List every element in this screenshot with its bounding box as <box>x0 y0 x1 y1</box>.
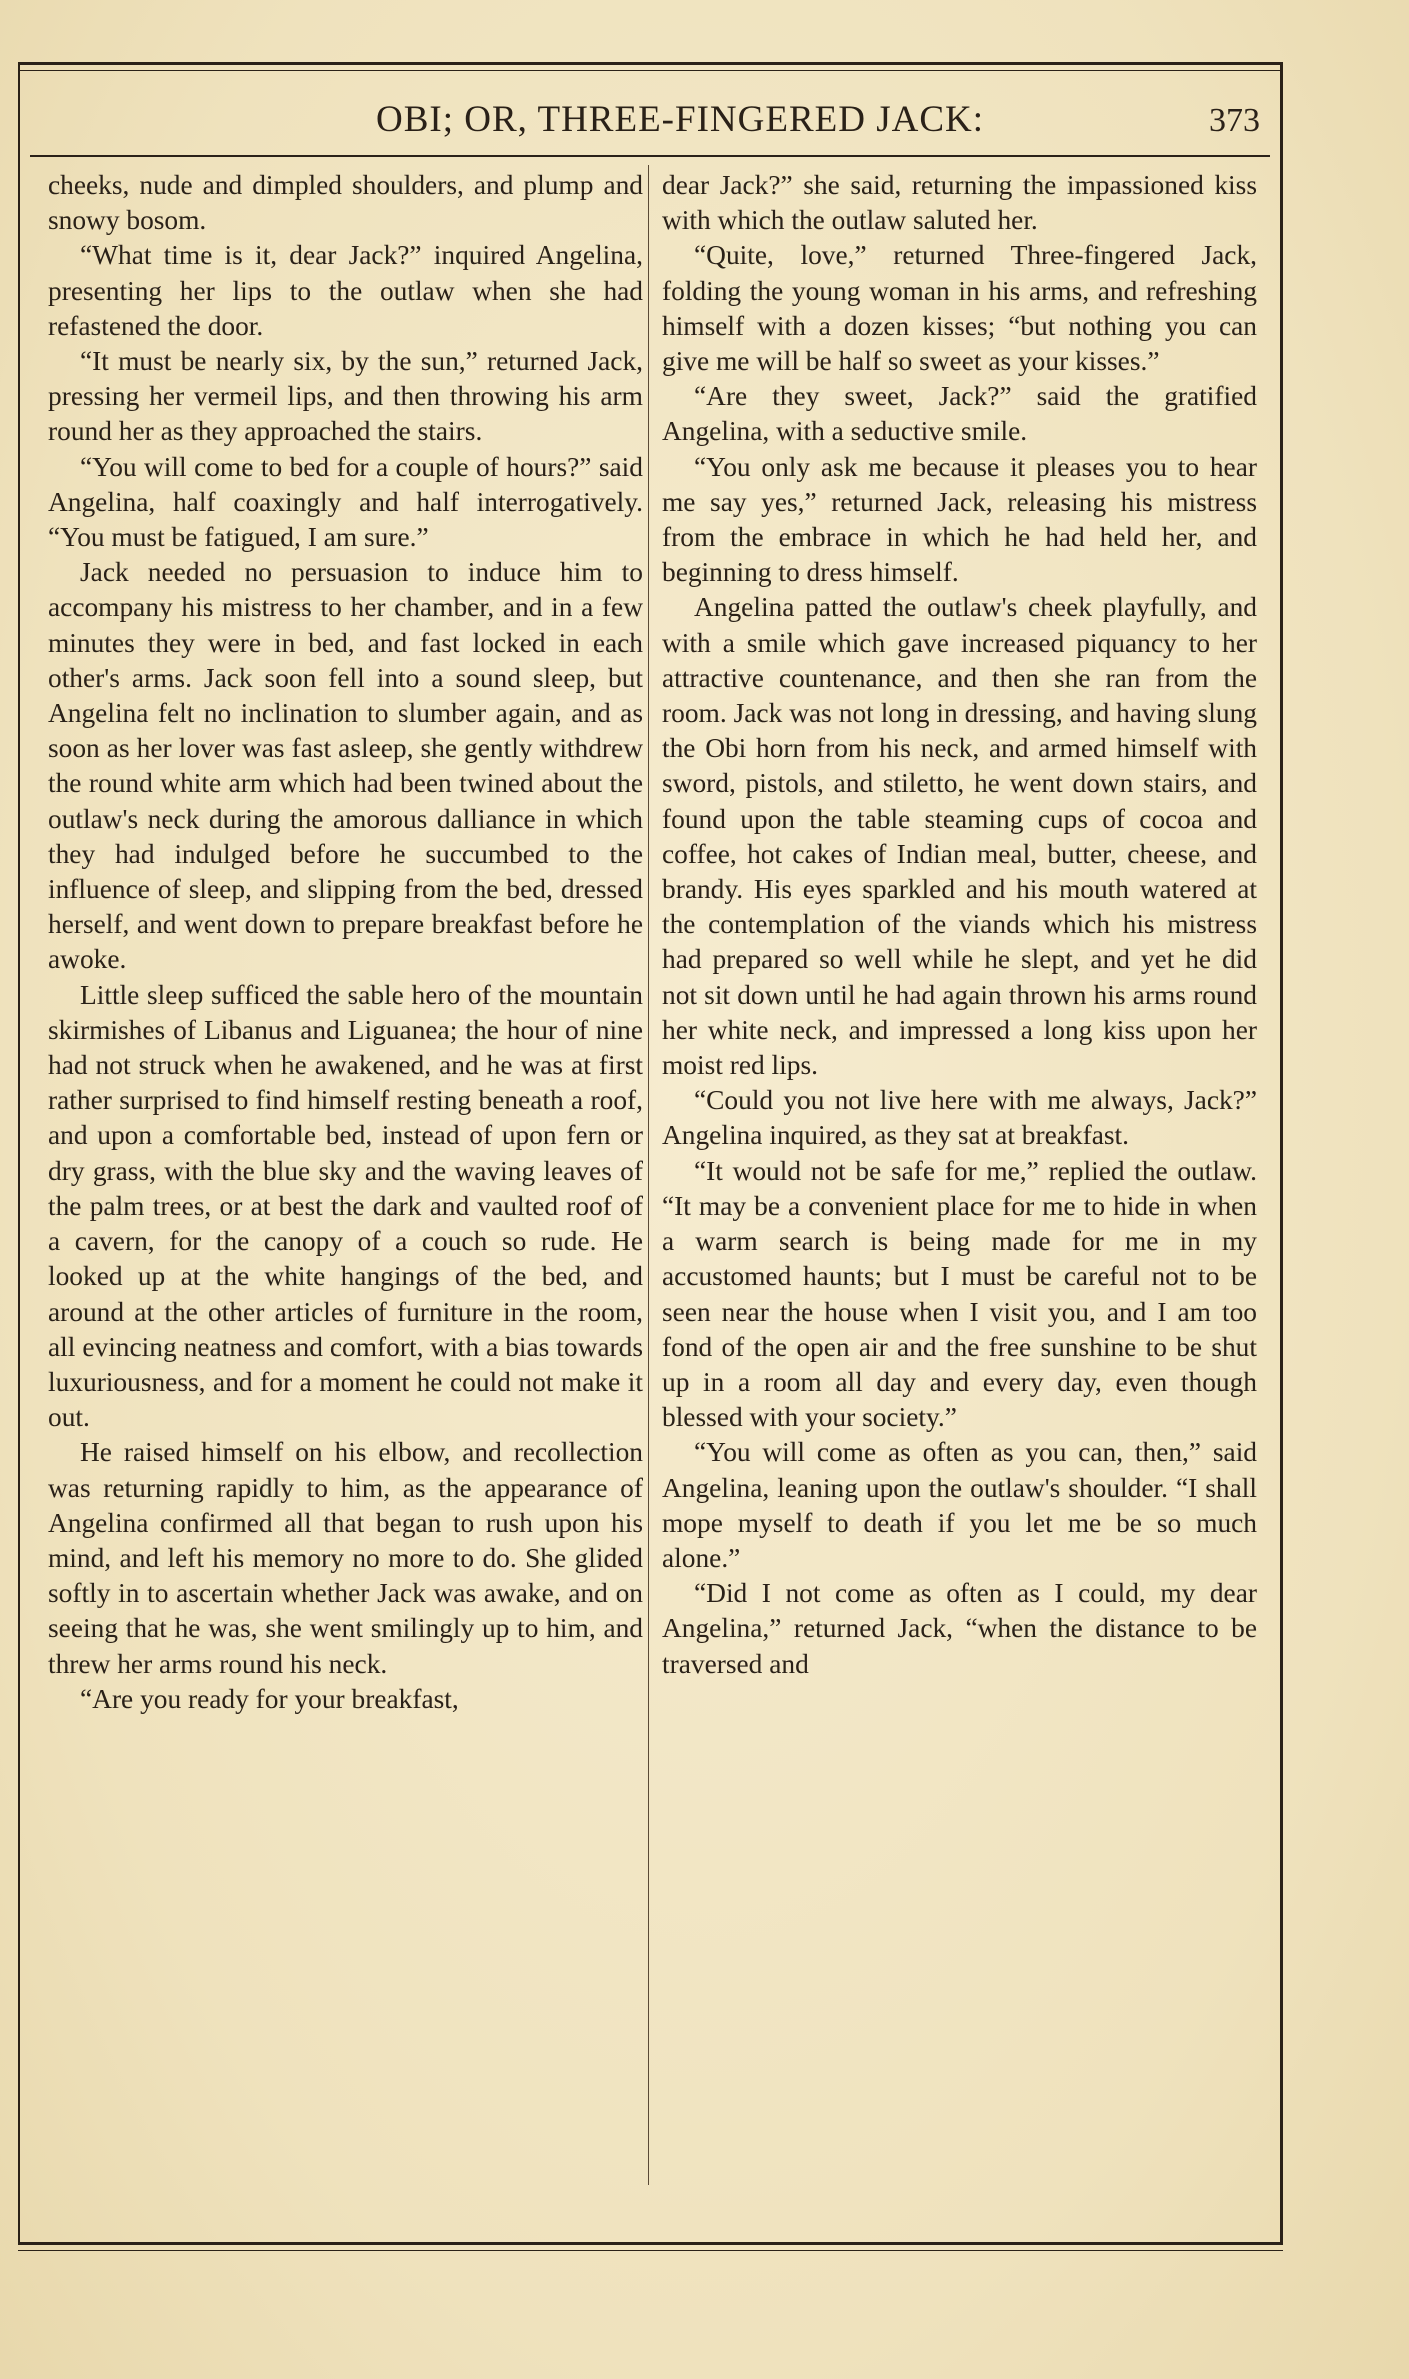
frame-bottom-rule <box>18 2242 1283 2245</box>
paragraph: cheeks, nude and dimpled shoulders, and plump and snowy bosom. <box>48 170 643 236</box>
frame-top-rule-thin <box>18 70 1283 71</box>
paragraph: “You will come as often as you can, then,” said Angelina, leaning upon the outlaw's shoulder. “I shall mope myself to death if you let me be so much alone.” <box>662 1437 1257 1573</box>
paragraph: Jack needed no persuasion to induce him to accompany his mistress to her chamber, and in a few minutes they were in bed, and fast locked in each other's arms. Jack soon fell into a sound sleep, but Angelina felt no inclination to slumber again, and as soon as her lover was fast asleep, she gently withdrew the round white arm which had been twined about the outlaw's neck during the amorous dalliance in which they had indulged before he succumbed to the influence of sleep, and slipping from the bed, dressed herself, and went down to prepare breakfast before he awoke. <box>48 557 643 975</box>
paragraph: “Could you not live here with me always, Jack?” Angelina inquired, as they sat at breakfast. <box>662 1085 1257 1151</box>
frame-bottom-rule-thin <box>18 2250 1283 2251</box>
paragraph: “Are they sweet, Jack?” said the gratified Angelina, with a seductive smile. <box>662 381 1257 447</box>
header-rule <box>30 155 1270 157</box>
paragraph: “Did I not come as often as I could, my dear Angelina,” returned Jack, “when the distance to be traversed and <box>662 1578 1257 1679</box>
paragraph: “Are you ready for your breakfast, <box>80 1683 459 1714</box>
frame-left-rule <box>18 62 20 2242</box>
frame-right-rule <box>1280 62 1283 2242</box>
column-divider <box>648 165 649 2185</box>
paragraph: “What time is it, dear Jack?” inquired Angelina, presenting her lips to the outlaw when she had refastened the door. <box>48 240 643 341</box>
page-number: 373 <box>1209 102 1260 139</box>
running-title: OBI; OR, THREE-FINGERED JACK: <box>376 99 984 140</box>
left-column <box>48 168 643 1717</box>
paragraph: Angelina patted the outlaw's cheek playfully, and with a smile which gave increased piquancy to her attractive countenance, and then she ran from the room. Jack was not long in dressing, and having slung the Obi horn from his neck, and armed himself with sword, pistols, and stiletto, he went down stairs, and found upon the table steaming cups of cocoa and coffee, hot cakes of Indian meal, butter, cheese, and brandy. His eyes sparkled and his mouth watered at the contemplation of the viands which his mistress had prepared so well while he slept, and yet he did not sit down until he had again thrown his arms round her white neck, and impressed a long kiss upon her moist red lips. <box>662 592 1257 1081</box>
paragraph: “Quite, love,” returned Three-fingered Jack, folding the young woman in his arms, and refreshing himself with a dozen kisses; “but nothing you can give me will be half so sweet as your kisses.” <box>662 240 1257 377</box>
paragraph: “It would not be safe for me,” replied the outlaw. “It may be a convenient place for me to hide in when a warm search is being made for me in my accustomed haunts; but I must be careful not to be seen near the house when I visit you, and I am too fond of the open air and the free sunshine to be shut up in a room all day and every day, even though blessed with your society.” <box>662 1155 1257 1433</box>
right-column <box>662 168 1257 1682</box>
paragraph: dear Jack?” she said, returning the impassioned kiss with which the outlaw saluted her. <box>662 170 1257 236</box>
page-header <box>30 88 1270 148</box>
paragraph: “It must be nearly six, by the sun,” returned Jack, pressing her vermeil lips, and then throwing his arm round her as they approached the stairs. <box>48 346 643 447</box>
paragraph: “You only ask me because it pleases you to hear me say yes,” returned Jack, releasing his mistress from the embrace in which he had held her, and beginning to dress himself. <box>662 451 1257 588</box>
paragraph: Little sleep sufficed the sable hero of the mountain skirmishes of Libanus and Liguanea; the hour of nine had not struck when he awakened, and he was at first rather surprised to find himself resting beneath a roof, and upon a comfortable bed, instead of upon fern or dry grass, with the blue sky and the waving leaves of the palm trees, or at best the dark and vaulted roof of a cavern, for the canopy of a couch so rude. He looked up at the white hangings of the bed, and around at the other articles of furniture in the room, all evincing neatness and comfort, with a bias towards luxuriousness, and for a moment he could not make it out. <box>48 979 643 1433</box>
paragraph: He raised himself on his elbow, and recollection was returning rapidly to him, as the appearance of Angelina confirmed all that began to rush upon his mind, and left his memory no more to do. She glided softly in to ascertain whether Jack was awake, and on seeing that he was, she went smilingly up to him, and threw her arms round his neck. <box>48 1437 643 1679</box>
paragraph: “You will come to bed for a couple of hours?” said Angelina, half coaxingly and half interrogatively. “You must be fatigued, I am sure.” <box>48 451 643 553</box>
frame-top-rule <box>18 62 1283 65</box>
